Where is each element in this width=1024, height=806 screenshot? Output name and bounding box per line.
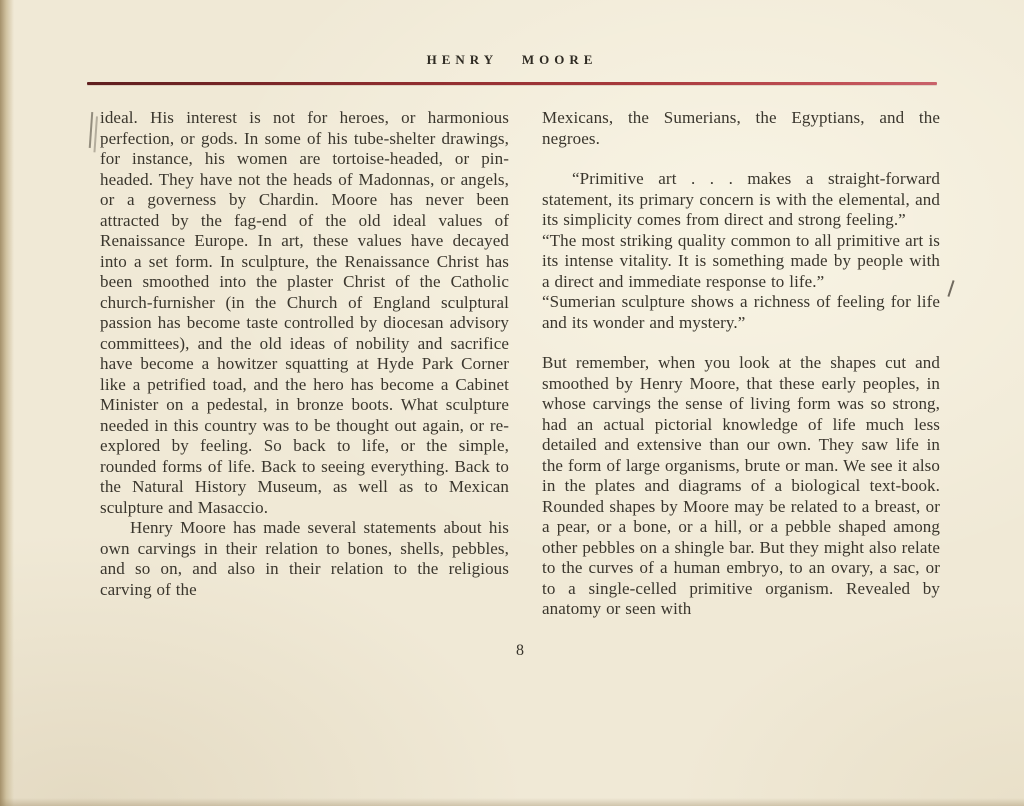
paragraph: “Sumerian sculpture shows a richness of feeling for life and its wonder and mystery.” bbox=[542, 292, 940, 332]
page-left-edge-shadow bbox=[0, 0, 14, 806]
paragraph: “The most striking quality common to all primitive art is its intense vitality. It is something made by people with a direct and immediate response to life.” bbox=[542, 230, 940, 291]
running-header-title: HENRY MOORE bbox=[426, 52, 598, 67]
paragraph: ideal. His interest is not for heroes, or harmonious perfection, or gods. In some of his tube-shelter drawings, for instance, his women are tortoise-headed, or pin-headed. They have not the heads of Madonnas, or angels, or a governess by Chardin. Moore has never been attracted by the fag-end of the old ideal values of Renaissance Europe. In art, these values have decayed into a set form. In sculpture, the Renaissance Christ has been smoothed into the plaster Christ of the Catholic church-furnisher (in the Church of England sculptural passion has become taste controlled by diocesan advisory committees), and the old ideas of nobility and sacrifice have become a howitzer squatting at Hyde Park Corner like a petrified toad, and the hero has become a Cabinet Minister on a pedestal, in bronze boots. What sculpture needed in this country was to be thought out again, or re-explored by feeling. So back to life, or the simple, rounded forms of life. Back to seeing everything. Back to the Natural History Museum, as well as to Mexican sculpture and Masaccio. bbox=[100, 108, 509, 517]
margin-pen-mark-right bbox=[947, 280, 954, 297]
header-rule bbox=[87, 82, 937, 85]
page-footer bbox=[100, 642, 940, 660]
page-bottom-edge-shadow bbox=[0, 798, 1024, 806]
paragraph: But remember, when you look at the shapes cut and smoothed by Henry Moore, that these early peoples, in whose carvings the sense of living form was so strong, had an actual pictorial knowledge of life much less detailed and extensive than our own. They saw life in the form of large organisms, brute or man. We see it also in the plates and diagrams of a biological text-book. Rounded shapes by Moore may be related to a breast, or a pear, or a bone, or a hill, or a pebble shaped among other pebbles on a shingle bar. But they might also relate to the curves of a human embryo, to an ovary, a sac, or to a single-celled primitive organism. Revealed by anatomy or seen with bbox=[542, 353, 940, 618]
page-number: 8 bbox=[516, 641, 524, 659]
paragraph: “Primitive art . . . makes a straight-forward statement, its primary concern is with the elemental, and its simplicity comes from direct and strong feeling.” bbox=[542, 169, 940, 229]
paragraph: Henry Moore has made several statements about his own carvings in their relation to bones, shells, pebbles, and so on, and also in their relation to the religious carving of the bbox=[100, 518, 509, 599]
text-columns bbox=[100, 108, 940, 620]
paragraph: Mexicans, the Sumerians, the Egyptians, and the negroes. bbox=[542, 108, 940, 148]
margin-pen-mark-left bbox=[89, 112, 94, 148]
right-column bbox=[542, 108, 940, 620]
running-header bbox=[0, 52, 1024, 68]
left-column bbox=[100, 108, 509, 620]
